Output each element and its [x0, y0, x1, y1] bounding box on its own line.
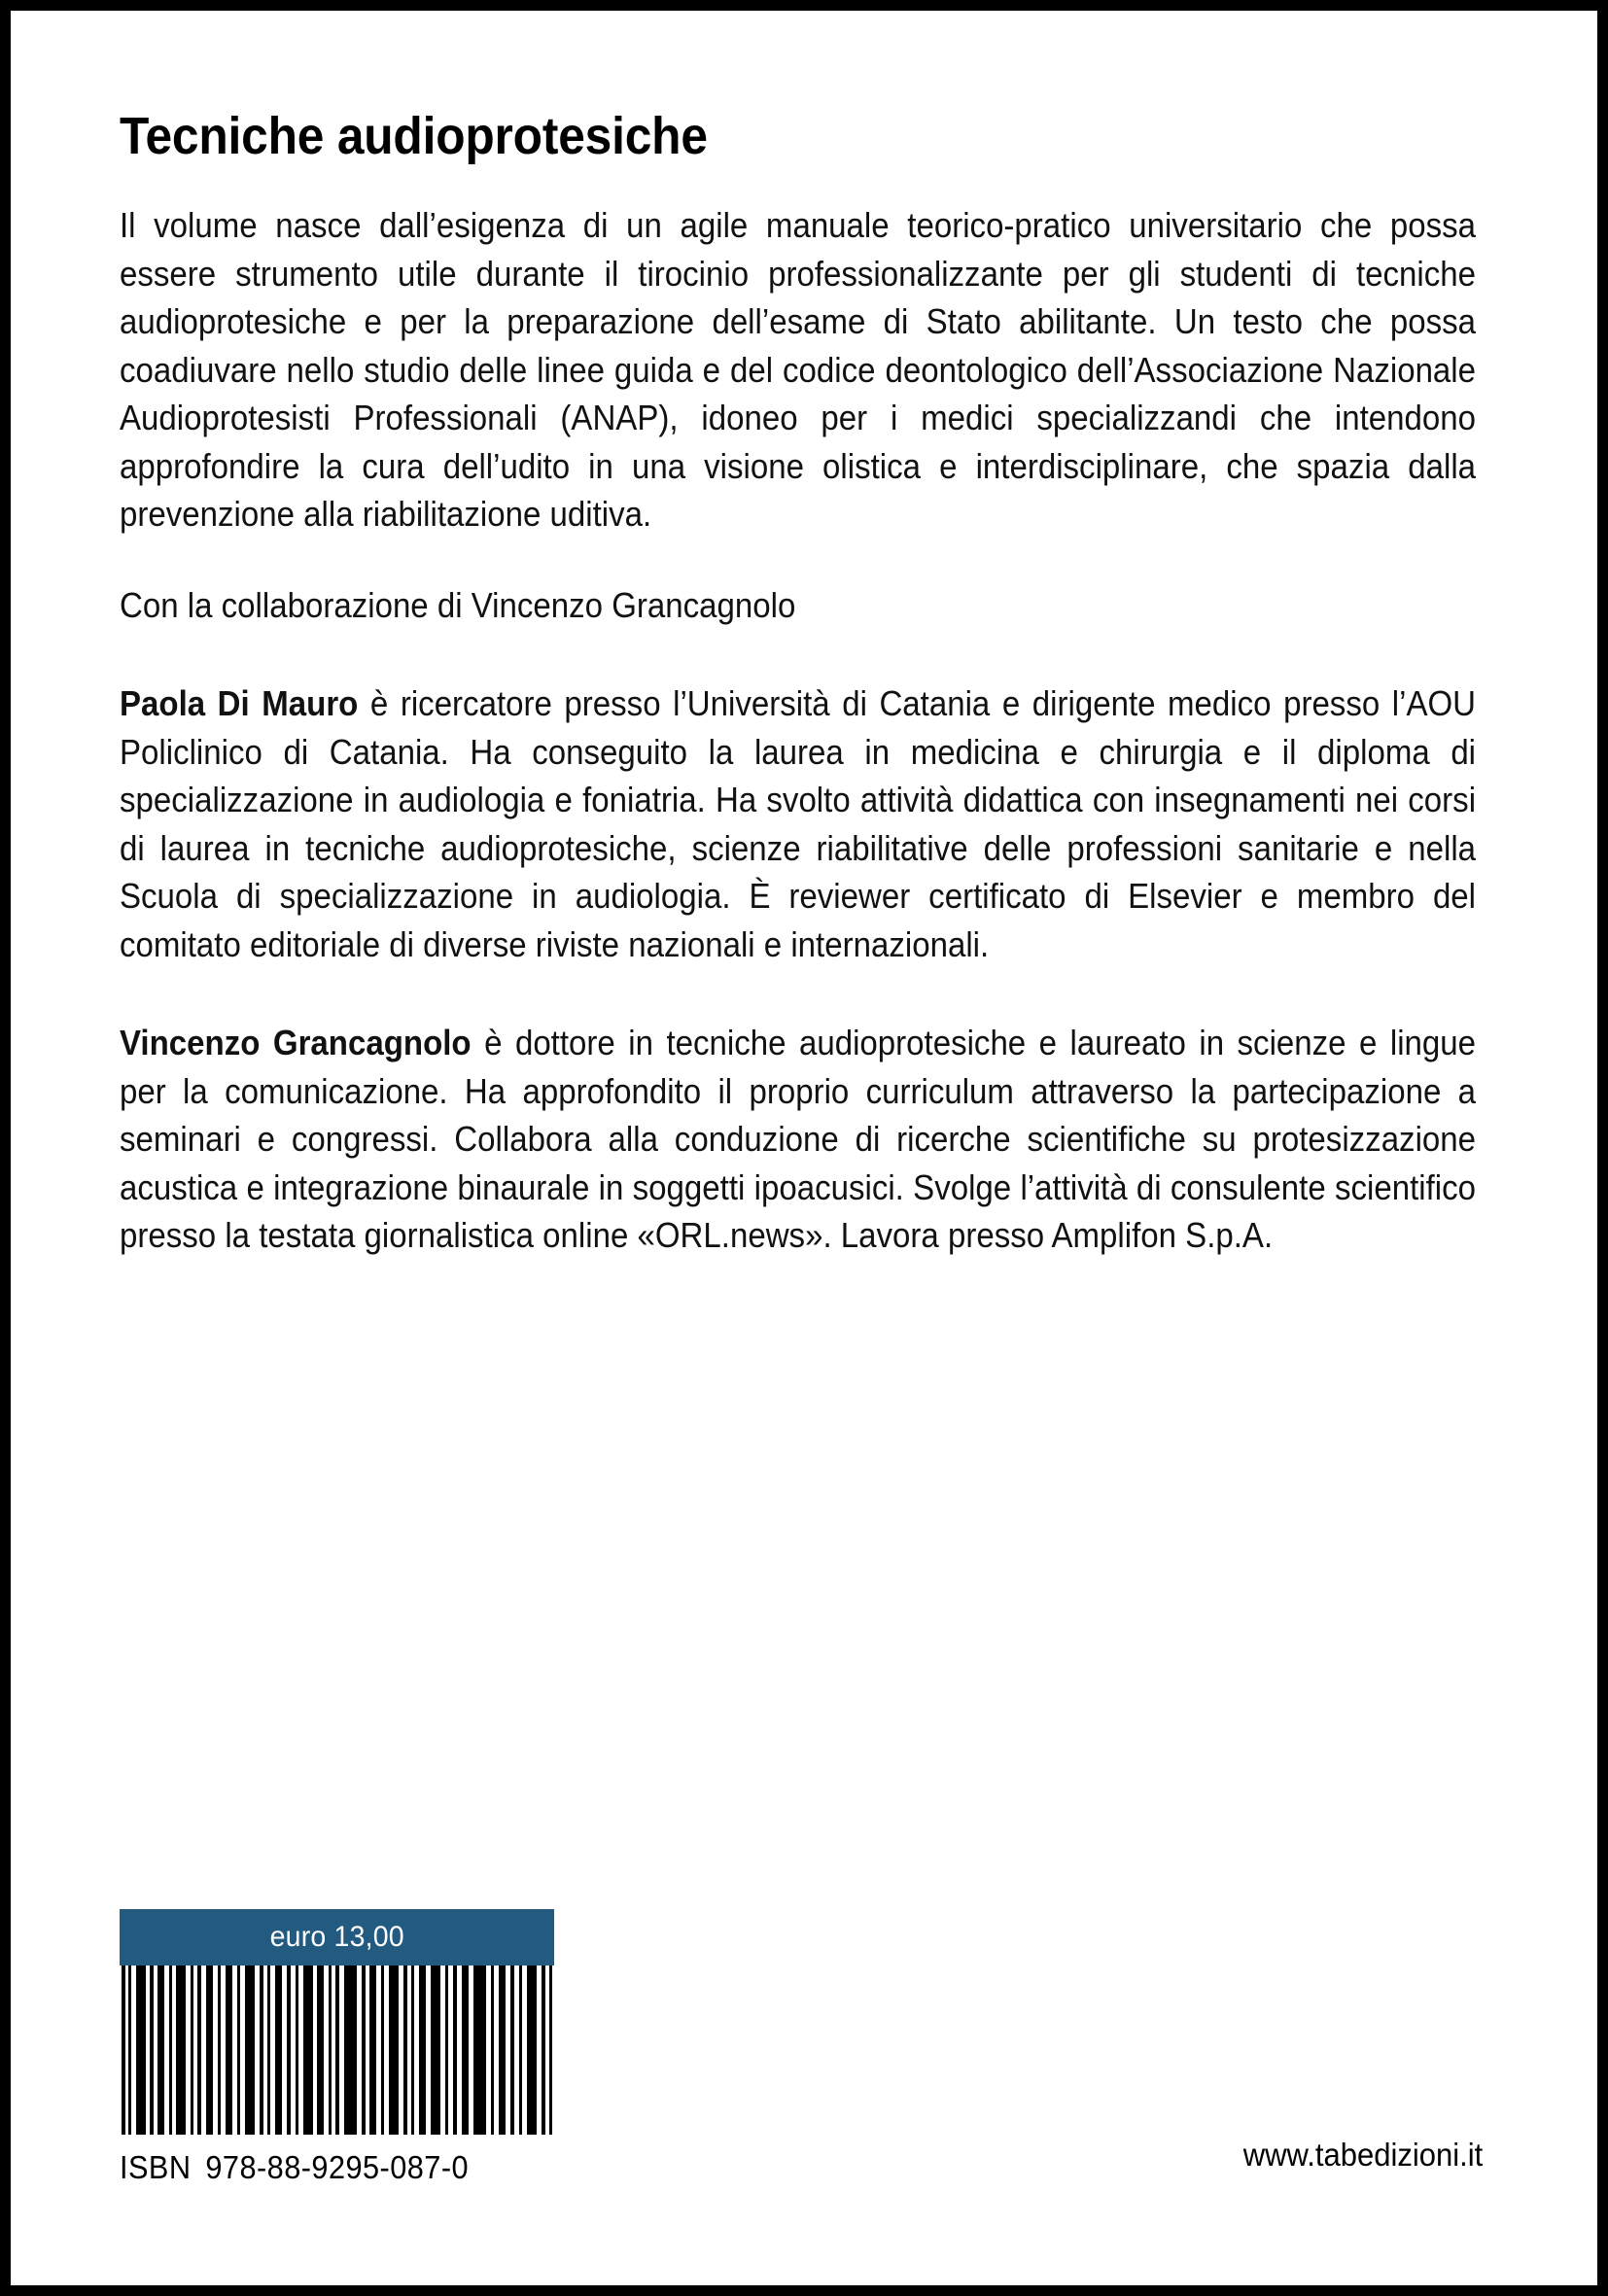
author-bio-text-paola: è ricercatore presso l’Università di Catania e dirigente medico presso l’AOU Policlinico di Catania. Ha conseguito la laurea in medicina e chirurgia e il diploma di specializzazione in audiologia e foniatria. Ha svolto attività didattica con insegnamenti nei corsi di laurea in tecniche audioprotesiche, scienze riabilitative delle professioni sanitarie e nella Scuola di specializzazione in audiologia. È reviewer certificato di Elsevier e membro del comitato editoriale di diverse riviste nazionali e internazionali.: [120, 683, 1477, 964]
cover-text-content: [120, 108, 1476, 1260]
isbn-line: [120, 2149, 524, 2186]
isbn-value: 978-88-9295-087-0: [205, 2149, 470, 2185]
page-title: Tecniche audioprotesiche: [120, 107, 708, 165]
collaboration-line: Con la collaborazione di Vincenzo Grancagnolo: [120, 584, 796, 625]
price-label: euro 13,00: [269, 1921, 404, 1953]
author-name-paola: Paola Di Mauro: [120, 683, 359, 724]
spacer: [120, 629, 1476, 679]
author-bio-text-vincenzo: è dottore in tecniche audioprotesiche e laureato in scienze e lingue per la comunicazione. Ha approfondito il proprio curriculum attraverso la partecipazione a seminari e congressi. Collabora alla conduzione di ricerche scientifiche su protesizzazione acustica e integrazione binaurale in soggetti ipoacusici. Svolge l’attività di consulente scientifico presso la testata giornalistica online «ORL.news». Lavora presso Amplifon S.p.A.: [120, 1023, 1477, 1256]
price-band: [120, 1909, 554, 1966]
spacer: [120, 539, 1476, 581]
cover-page: [11, 11, 1597, 2285]
author-bio-vincenzo: [120, 1019, 1476, 1260]
author-bio-paola: [120, 679, 1476, 968]
barcode-block: [120, 1909, 554, 2186]
author-name-vincenzo: Vincenzo Grancagnolo: [120, 1023, 472, 1063]
isbn-label: ISBN: [120, 2149, 192, 2185]
blurb-paragraph: Il volume nasce dall’esigenza di un agile manuale teorico-pratico universitario che possa essere strumento utile durante il tirocinio professionalizzante per gli studenti di tecniche audioprotesiche e per la preparazione dell’esame di Stato abilitante. Un testo che possa coadiuvare nello studio delle linee guida e del codice deontologico dell’Associazione Nazionale Audioprotesisti Professionali (ANAP), idoneo per i medici specializzandi che intendono approfondire la cura dell’udito in una visione olistica e interdisciplinare, che spazia dalla prevenzione alla riabilitazione uditiva.: [120, 205, 1477, 535]
spacer: [120, 968, 1476, 1019]
barcode-image: [120, 1966, 554, 2135]
publisher-website: www.tabedizioni.it: [1242, 2137, 1483, 2173]
